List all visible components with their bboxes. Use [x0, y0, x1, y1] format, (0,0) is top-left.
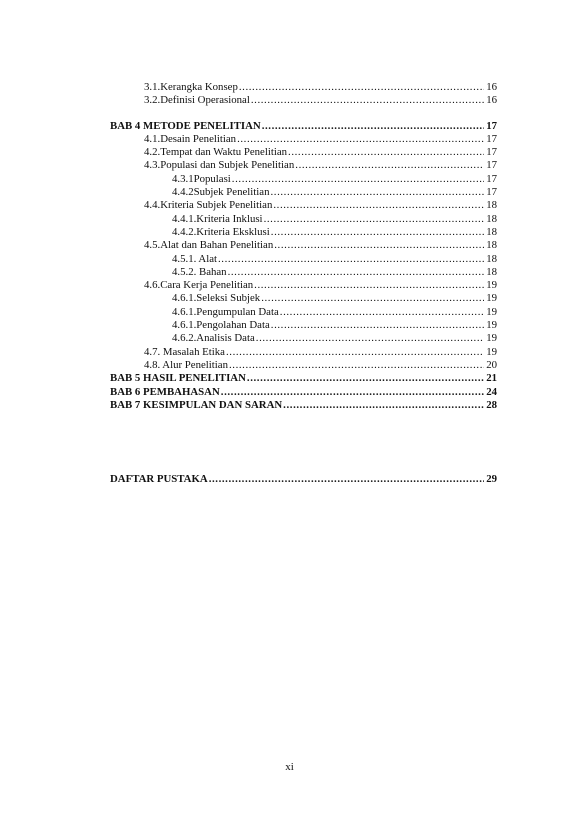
toc-entry-page: 17: [486, 172, 497, 185]
toc-entry-page: 19: [486, 319, 497, 332]
toc-chapter-bab5: [110, 372, 497, 385]
toc-entry: [110, 94, 497, 107]
toc-chapter-bab7: [110, 399, 497, 412]
dot-leader: [271, 319, 484, 332]
dot-leader: [283, 399, 484, 412]
toc-entry-page: 19: [486, 292, 497, 305]
dot-leader: [221, 386, 484, 399]
toc-entry-label: Seleksi Subjek: [196, 292, 261, 305]
toc-entry-page: 19: [486, 332, 497, 345]
dot-leader: [237, 133, 484, 146]
toc-entry-number: 4.3.1: [172, 172, 194, 185]
toc-entry-label: 4.5.2. Bahan: [172, 265, 227, 278]
dot-leader: [273, 199, 484, 212]
dot-leader: [262, 120, 484, 133]
toc-chapter-label: DAFTAR PUSTAKA: [110, 473, 208, 486]
toc-entry-label: Subjek Penelitian: [193, 186, 270, 199]
toc-chapter-page: 21: [486, 372, 497, 385]
toc-entry: [110, 292, 497, 305]
toc-entry-label: Cara Kerja Penelitian: [160, 279, 254, 292]
toc-entry: [110, 279, 497, 292]
toc-entry-number: 3.2.: [144, 94, 161, 107]
toc-entry-label: 4.7. Masalah Etika: [144, 345, 225, 358]
toc-entry-label: Tempat dan Waktu Penelitian: [160, 146, 288, 159]
dot-leader: [232, 173, 484, 186]
toc-chapter-label: BAB 4 METODE PENELITIAN: [110, 119, 261, 132]
toc-entry-number: 4.6.1.: [172, 292, 197, 305]
dot-leader: [239, 81, 484, 94]
toc-entry: [110, 359, 497, 372]
toc-entry-page: 18: [486, 239, 497, 252]
dot-leader: [274, 239, 484, 252]
toc-section-list: [110, 133, 497, 372]
toc-entry-number: 4.2.: [144, 146, 161, 159]
toc-chapter-page: 17: [486, 119, 497, 132]
toc-entry-page: 18: [486, 252, 497, 265]
toc-entry-number: 4.6.2.: [172, 332, 197, 345]
dot-leader: [251, 94, 484, 107]
dot-leader: [256, 332, 484, 345]
toc-daftar-pustaka: [110, 473, 497, 486]
toc-entry-page: 17: [486, 146, 497, 159]
toc-entry-number: 4.6.: [144, 279, 161, 292]
toc-chapter-page: 28: [486, 398, 497, 411]
dot-leader: [264, 213, 484, 226]
toc-entry-label: Analisis Data: [196, 332, 255, 345]
toc-entry: [110, 346, 497, 359]
toc-entry-number: 3.1.: [144, 81, 161, 93]
dot-leader: [226, 346, 484, 359]
dot-leader: [295, 159, 484, 172]
dot-leader: [280, 306, 484, 319]
toc-entry: [110, 213, 497, 226]
toc-entry-number: 4.4.2: [172, 186, 194, 199]
toc-entry: [110, 253, 497, 266]
toc-entry: [110, 319, 497, 332]
toc-chapter-bab6: [110, 386, 497, 399]
toc-entry-page: 17: [486, 159, 497, 172]
toc-entry-label: Kriteria Subjek Penelitian: [160, 199, 273, 212]
toc-entry-label: 4.8. Alur Penelitian: [144, 358, 228, 371]
toc-entry-label: 4.4.2.Kriteria Eksklusi: [172, 225, 270, 238]
toc-entry-number: 4.4.: [144, 199, 161, 212]
toc-entry-page: 18: [486, 265, 497, 278]
toc-chapter-page: 24: [486, 385, 497, 398]
dot-leader: [218, 253, 484, 266]
toc-entry-number: 4.4.1.: [172, 212, 197, 225]
toc-entry-page: 20: [486, 358, 497, 371]
dot-leader: [228, 266, 484, 279]
toc-entry-label: Kerangka Konsep: [160, 81, 238, 93]
toc-entry-label: Populasi: [193, 172, 231, 185]
toc-entry: [110, 133, 497, 146]
dot-leader: [270, 186, 484, 199]
dot-leader: [254, 279, 484, 292]
toc-entry: [110, 199, 497, 212]
toc-entry: [110, 146, 497, 159]
toc-chapter-bab4: [110, 120, 497, 133]
toc-entry-page: 19: [486, 279, 497, 292]
toc-entry-page: 19: [486, 305, 497, 318]
toc-entry-number: 4.3.: [144, 159, 161, 172]
toc-chapter-label: BAB 7 KESIMPULAN DAN SARAN: [110, 398, 283, 411]
toc-entry: [110, 186, 497, 199]
toc-entry: [110, 159, 497, 172]
toc-entry-label: Definisi Operasional: [160, 94, 250, 107]
toc-entry-number: 4.6.1.: [172, 305, 197, 318]
toc-entry-page: 17: [486, 132, 497, 145]
toc-entry-page: 18: [486, 225, 497, 238]
toc-entry-label: Pengolahan Data: [196, 319, 270, 332]
toc-entry-page: 16: [486, 81, 497, 93]
toc-entry-label: Alat dan Bahan Penelitian: [160, 239, 274, 252]
dot-leader: [288, 146, 484, 159]
toc-entry-page: 18: [486, 212, 497, 225]
toc-entry-label: Desain Penelitian: [160, 132, 237, 145]
table-of-contents: [110, 81, 497, 486]
dot-leader: [247, 372, 484, 385]
dot-leader: [209, 473, 484, 486]
toc-entry: [110, 306, 497, 319]
toc-entry-number: 4.6.1.: [172, 319, 197, 332]
toc-entry-number: 4.5.: [144, 239, 161, 252]
toc-entry: [110, 239, 497, 252]
toc-entry: [110, 226, 497, 239]
toc-entry-page: 19: [486, 345, 497, 358]
toc-entry-page: 17: [486, 186, 497, 199]
toc-entry: [110, 81, 497, 94]
toc-entry-label: Populasi dan Subjek Penelitian: [160, 159, 295, 172]
dot-leader: [271, 226, 484, 239]
toc-entry: [110, 173, 497, 186]
page-number: xi: [285, 761, 294, 773]
toc-entry-label: Kriteria Inklusi: [196, 212, 263, 225]
toc-entry: [110, 332, 497, 345]
toc-entry-number: 4.1.: [144, 132, 161, 145]
toc-chapter-label: BAB 5 HASIL PENELITIAN: [110, 372, 246, 385]
toc-chapter-label: BAB 6 PEMBAHASAN: [110, 385, 220, 398]
dot-leader: [261, 292, 484, 305]
toc-entry-label: 4.5.1. Alat: [172, 252, 217, 265]
toc-entry-label: Pengumpulan Data: [196, 305, 279, 318]
dot-leader: [229, 359, 484, 372]
toc-entry-page: 18: [486, 199, 497, 212]
toc-entry-page: 16: [486, 94, 497, 107]
toc-entry: [110, 266, 497, 279]
toc-chapter-page: 29: [486, 473, 497, 486]
